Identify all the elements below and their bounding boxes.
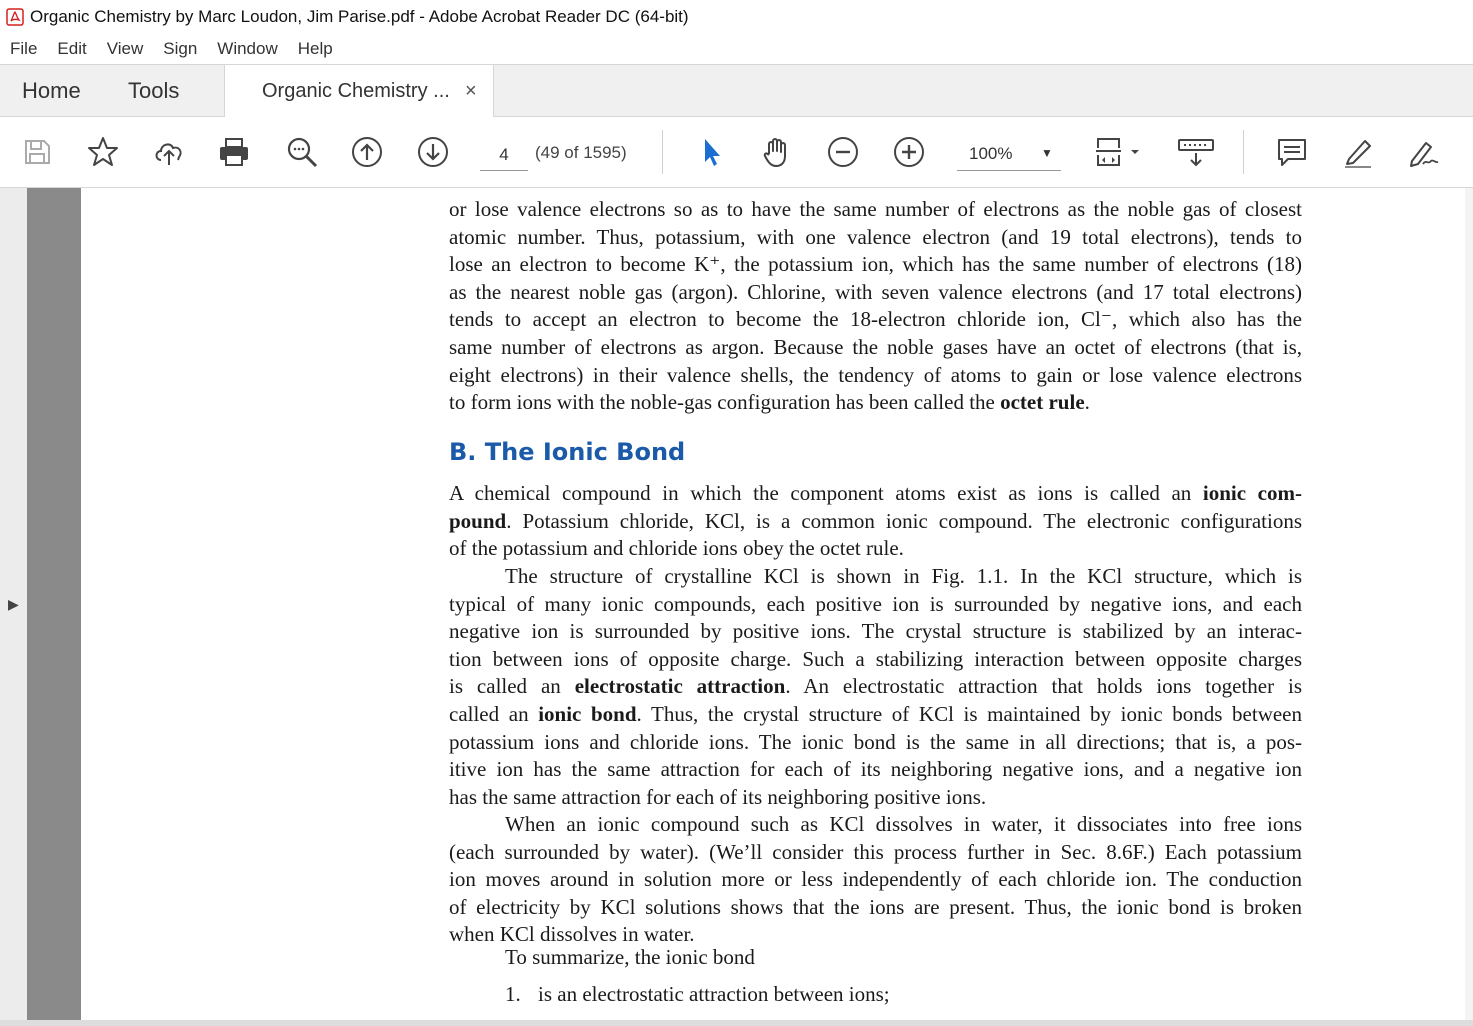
- paragraph-octet: [449, 196, 1302, 417]
- close-tab-icon[interactable]: ×: [465, 80, 477, 102]
- tab-document[interactable]: [224, 65, 494, 117]
- zoom-value: 100%: [969, 144, 1013, 163]
- text-line: potassium ions and chloride ions. The ionic bond is the same in all directions; that is, a pos-: [449, 729, 1302, 754]
- zoom-select[interactable]: [957, 140, 1061, 171]
- list-number: 1.: [505, 982, 521, 1006]
- text-line: atomic number. Thus, potassium, with one valence electron (and 19 total electrons), tends to: [449, 224, 1302, 249]
- term-ionic-bond: ionic bond: [538, 701, 637, 726]
- horizontal-scrollbar[interactable]: [0, 1020, 1473, 1026]
- search-zoom-icon[interactable]: [284, 134, 320, 170]
- text-line: tion between ions of opposite charge. Such a stabilizing interaction between opposite charges: [449, 646, 1302, 671]
- text-line: pound. Potassium chloride, KCl, is a common ionic compound. The electronic configurations: [449, 508, 1302, 533]
- expand-panel-icon[interactable]: ▶: [8, 596, 19, 612]
- text-line: ion moves around in solution more or less independently of each chloride ion. The conduction: [449, 867, 1302, 892]
- text-line: to form ions with the noble-gas configuration has been called the octet rule.: [449, 390, 1090, 415]
- menu-help[interactable]: Help: [297, 39, 333, 58]
- paragraph-ionic-compound: [449, 480, 1302, 563]
- menu-window[interactable]: Window: [217, 39, 278, 58]
- toolbar-divider: [1243, 130, 1244, 174]
- keyboard-scroll-icon[interactable]: [1177, 134, 1215, 170]
- text-line: same number of electrons as argon. Because the noble gases have an octet of electrons (that is,: [449, 334, 1302, 359]
- toolbar-divider: [662, 130, 663, 174]
- menu-view[interactable]: View: [106, 39, 144, 58]
- section-heading: B. The Ionic Bond: [449, 438, 686, 466]
- text-line: When an ionic compound such as KCl dissolves in water, it dissociates into free ions: [505, 812, 1302, 836]
- text-line: is called an electrostatic attraction. An electrostatic attraction that holds ions together is: [449, 674, 1302, 699]
- term-electrostatic-attraction: electrostatic attraction: [574, 674, 786, 699]
- text-line: of electricity by KCl solutions shows that the ions are present. Thus, the ionic bond is broken: [449, 894, 1302, 919]
- next-page-icon[interactable]: [415, 134, 451, 170]
- acrobat-app-icon: [6, 8, 24, 26]
- paragraph-dissolving: [449, 811, 1302, 949]
- window-title: Organic Chemistry by Marc Loudon, Jim Parise.pdf - Adobe Acrobat Reader DC (64-bit): [30, 7, 689, 26]
- document-view[interactable]: [0, 188, 1473, 1026]
- text-line: tends to accept an electron to become the 18-electron chloride ion, Cl⁻, which also has the: [449, 307, 1302, 332]
- text-line: (each surrounded by water). (We’ll consider this process further in Sec. 8.6F.) Each potassium: [449, 839, 1302, 864]
- paragraph-crystal-structure: [449, 563, 1302, 811]
- page-fit-icon[interactable]: [1093, 134, 1143, 170]
- term-ionic-compound: ionic com-: [1202, 481, 1302, 505]
- print-icon[interactable]: [216, 134, 252, 170]
- zoom-out-icon[interactable]: [825, 134, 861, 170]
- menu-bar: [0, 34, 1473, 64]
- tab-home[interactable]: Home: [22, 78, 81, 103]
- text-line: A chemical compound in which the component atoms exist as ions is called an ionic com-: [449, 481, 1302, 505]
- tab-tools[interactable]: Tools: [128, 78, 180, 103]
- page-number-input[interactable]: [480, 140, 528, 171]
- zoom-in-icon[interactable]: [891, 134, 927, 170]
- menu-edit[interactable]: Edit: [57, 39, 87, 58]
- toolbar: [0, 117, 1473, 188]
- text-line: when KCl dissolves in water.: [449, 922, 695, 947]
- title-bar: [0, 0, 1473, 34]
- summary-list-item: [505, 982, 890, 1007]
- text-line: has the same attraction for each of its neighboring positive ions.: [449, 784, 987, 809]
- comment-icon[interactable]: [1274, 134, 1310, 170]
- save-icon[interactable]: [19, 134, 55, 170]
- bookmark-star-icon[interactable]: [85, 134, 121, 170]
- highlight-pen-icon[interactable]: [1340, 134, 1376, 170]
- page-gutter: [27, 188, 81, 1026]
- left-panel-strip: [0, 188, 27, 1026]
- text-line: as the nearest noble gas (argon). Chlorine, with seven valence electrons (and 17 total electrons): [449, 279, 1302, 304]
- text-line: called an ionic bond. Thus, the crystal structure of KCl is maintained by ionic bonds between: [449, 701, 1303, 726]
- chevron-down-icon: ▼: [1041, 146, 1053, 160]
- select-pointer-icon[interactable]: [694, 134, 730, 170]
- text-line: of the potassium and chloride ions obey the octet rule.: [449, 536, 904, 561]
- summary-lead: To summarize, the ionic bond: [505, 945, 755, 969]
- page-count-label: (49 of 1595): [535, 143, 627, 162]
- list-item-text: is an electrostatic attraction between ions;: [538, 982, 890, 1006]
- text-line: eight electrons) in their valence shells, the tendency of atoms to gain or lose valence electrons: [449, 362, 1302, 387]
- upload-cloud-icon[interactable]: [151, 134, 187, 170]
- text-line: negative ion is surrounded by positive ions. The crystal structure is stabilized by an interac-: [449, 619, 1302, 644]
- vertical-scrollbar[interactable]: [1465, 188, 1473, 1026]
- text-line: or lose valence electrons so as to have the same number of electrons as the noble gas of closest: [449, 197, 1302, 221]
- term-octet-rule: octet rule: [1000, 390, 1085, 415]
- sign-icon[interactable]: [1405, 134, 1441, 170]
- prev-page-icon[interactable]: [349, 134, 385, 170]
- document-tab-label: Organic Chemistry ...: [262, 80, 450, 102]
- menu-file[interactable]: File: [10, 39, 38, 58]
- text-line: lose an electron to become K⁺, the potassium ion, which has the same number of electrons (18): [449, 252, 1302, 277]
- menu-sign[interactable]: Sign: [163, 39, 198, 58]
- text-line: The structure of crystalline KCl is shown in Fig. 1.1. In the KCl structure, which is: [505, 564, 1302, 588]
- text-line: typical of many ionic compounds, each positive ion is surrounded by negative ions, and each: [449, 591, 1302, 616]
- hand-icon[interactable]: [759, 134, 795, 170]
- tab-bar: [0, 64, 1473, 117]
- text-line: itive ion has the same attraction for each of its neighboring negative ions, and a negative ion: [449, 757, 1302, 782]
